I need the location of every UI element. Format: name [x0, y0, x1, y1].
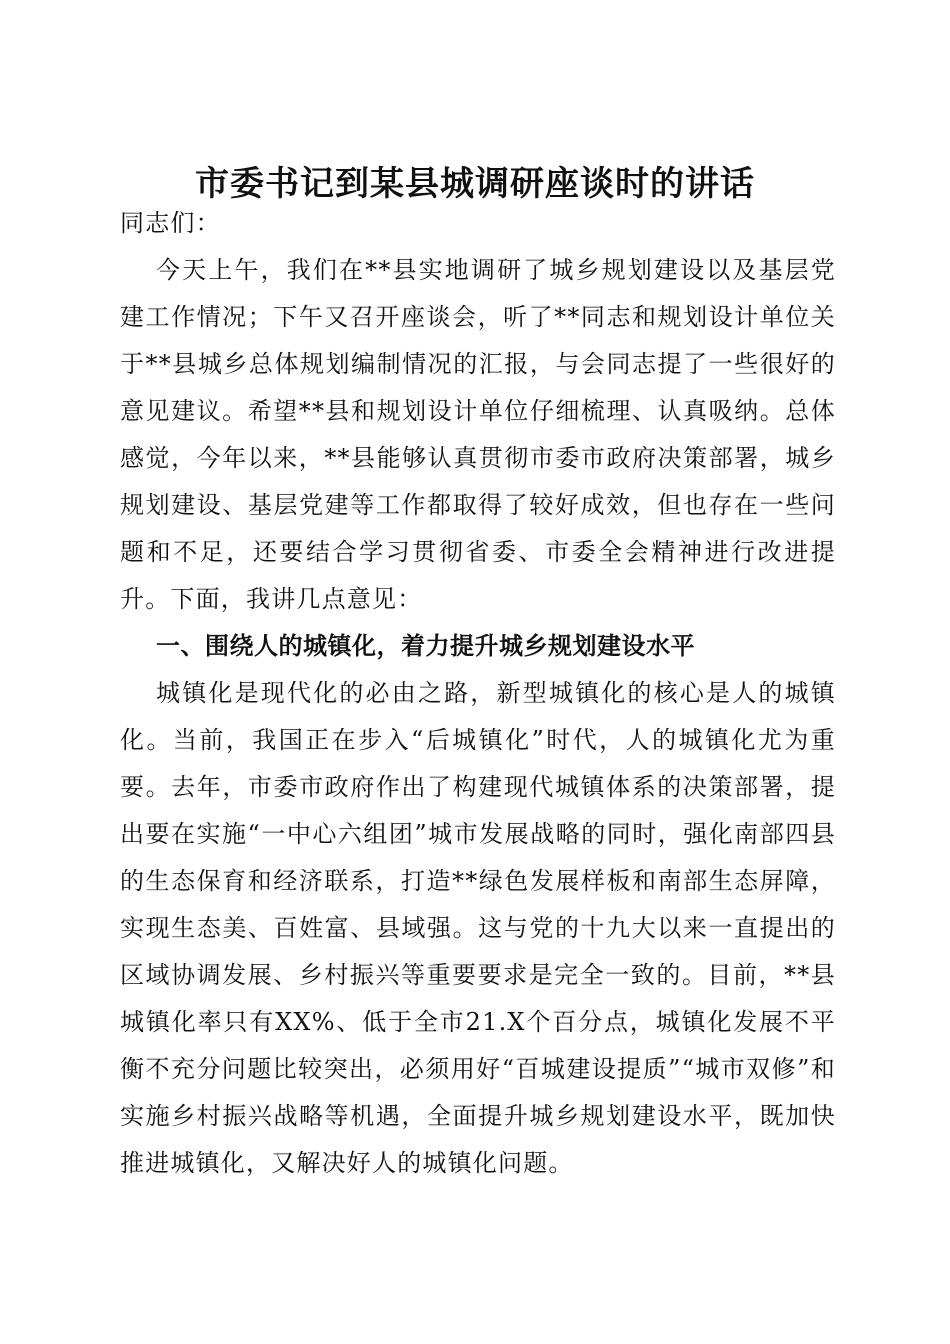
document-body	[120, 200, 836, 1187]
intro-paragraph: 今天上午，我们在**县实地调研了城乡规划建设以及基层党建工作情况；下午又召开座谈会，听了**同志和规划设计单位关于**县城乡总体规划编制情况的汇报，与会同志提了一些很好的意见建议。希望**县和规划设计单位仔细梳理、认真吸纳。总体感觉，今年以来，**县能够认真贯彻市委市政府决策部署，城乡规划建设、基层党建等工作都取得了较好成效，但也存在一些问题和不足，还要结合学习贯彻省委、市委全会精神进行改进提升。下面，我讲几点意见：	[120, 256, 836, 613]
document-title: 市委书记到某县城调研座谈时的讲话	[195, 163, 755, 204]
section-paragraph: 城镇化是现代化的必由之路，新型城镇化的核心是人的城镇化。当前，我国正在步入“后城镇化”时代，人的城镇化尤为重要。去年，市委市政府作出了构建现代城镇体系的决策部署，提出要在实施“一中心六组团”城市发展战略的同时，强化南部四县的生态保育和经济联系，打造**绿色发展样板和南部生态屏障，实现生态美、百姓富、县域强。这与党的十九大以来一直提出的区域协调发展、乡村振兴等重要要求是完全一致的。目前，**县城镇化率只有XX%、低于全市21.X个百分点，城镇化发展不平衡不充分问题比较突出，必须用好“百城建设提质”“城市双修”和实施乡村振兴战略等机遇，全面提升城乡规划建设水平，既加快推进城镇化，又解决好人的城镇化问题。	[120, 679, 836, 1177]
salutation: 同志们：	[120, 209, 221, 237]
section-heading: 一、围绕人的城镇化，着力提升城乡规划建设水平	[156, 632, 695, 660]
